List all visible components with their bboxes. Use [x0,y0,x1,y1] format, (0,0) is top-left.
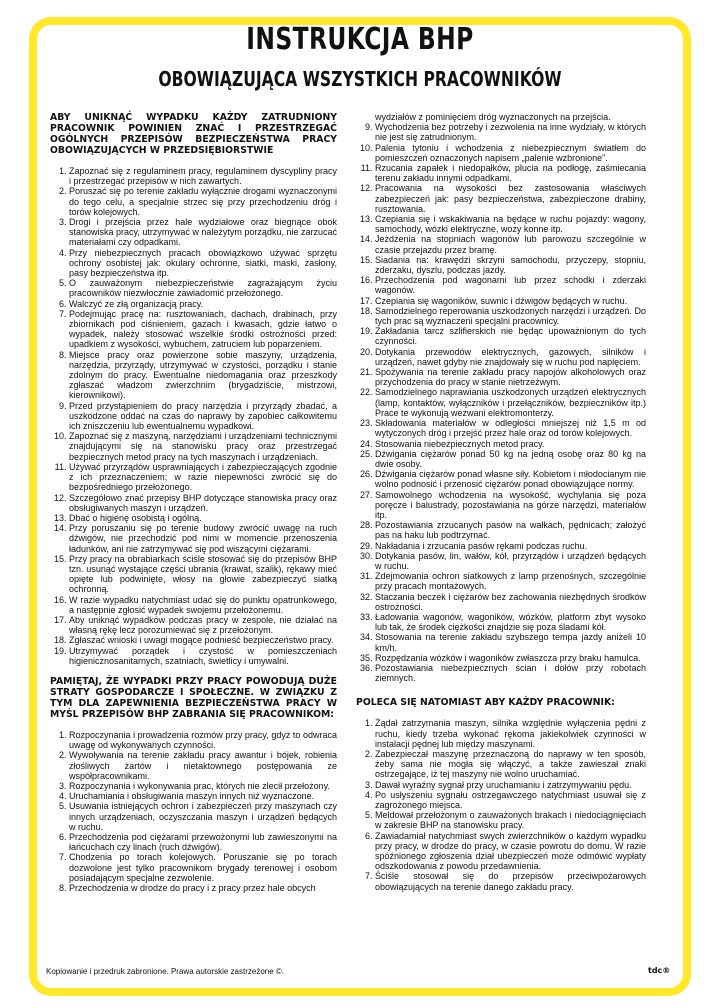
list-item: 13. Czepiania się i wskakiwania na będące w ruchu pojazdy: wagony, samochody, wózki elektryczne, wozy konne itp. [375,214,646,234]
list-item: 19. Zakładania tarcz szlifierskich nie będąc upoważnionym do tych czynności. [375,326,646,346]
list-item: 28. Pozostawiania zrzucanych pasów na wałkach, pędnicach; założyć pas na haku lub podtrzymać. [375,520,646,540]
section2-list-left [50,730,337,893]
list-item: 3. Drogi i przejścia przez hale wydziałowe oraz biegnące obok stanowiska pracy, utrzymywać w należytym porządku, nie zarzucać materiałami czy odpadkami. [69,217,337,248]
section2-heading: PAMIĘTAJ, ŻE WYPADKI PRZY PRACY POWODUJĄ DUŻE STRATY GOSPODARCZE I SPOŁECZNE. W ZWIĄZKU Z TYM DLA ZAPEWNIENIA BEZPIECZEŃSTWA PRACY W MYŚL PRZEPISÓW BHP ZABRANIA SIĘ PRACOWNIKOM: [50,675,337,720]
tdc-logo: tdc® [648,966,671,975]
list-item: 7. Chodzenia po torach kolejowych. Poruszanie się po torach dozwolone jest tylko pracownikom brygady terenowej i osobom posiadającym specjalne zezwolenie. [69,852,337,883]
list-item: 33. Ładowania wagonów, wagoników, wózków, platform zbyt wysoko lub tak, że środek ciężkości znajdzie się poza śladami kół. [375,612,646,632]
list-item: 10. Zapoznać się z maszyną, narzędziami i urządzeniami technicznymi znajdującymi się na stanowisku pracy oraz przestrzegać bezpiecznych metod pracy na tych maszynach i urządzeniach. [69,431,337,462]
list-item: 22. Samodzielnego naprawiania uszkodzonych urządzeń elektrycznych (lamp, kontaktów, wyłączników i przełączników, bezpieczników itp.) Prace te wykonują wezwani elektromonterzy. [375,387,646,418]
list-item: 19. Utrzymywać porządek i czystość w pomieszczeniach higienicznosanitarnych, szatniach, świetlicy i umywalni. [69,646,337,666]
list-item: 5. Meldował przełożonym o zauważonych brakach i niedociągnięciach w zakresie BHP na stanowisku pracy. [375,810,646,830]
list-item: 5. Usuwania istniejących ochron i zabezpieczeń przy maszynach czy innych urządzeniach, oczyszczania maszyn i urządzeń będących w ruchu. [69,801,337,832]
list-item: 32. Staczania beczek i ciężarów bez zachowania niezbędnych środków ostrożności. [375,592,646,612]
list-item: 14. Przy poruszaniu się po terenie budowy zwrócić uwagę na ruch dźwigów, nie przechodzić pod nimi w momencie przenoszenia ładunków, ani nie zatrzymywać się pod wiszącymi ciężarami. [69,523,337,554]
list-item: 12. Pracowania na wysokości bez zastosowania właściwych zabezpieczeń jak: pasy bezpieczeństwa, zabezpieczone drabiny, rusztowania. [375,183,646,214]
list-item: 9. Wychodzenia bez potrzeby i zezwolenia na inne wydziały, w których nie jest się zatrudnionym. [375,122,646,142]
section1-list [50,166,337,666]
list-item: 3. Rozpoczynania i wykonywania prac, których nie zlecił przełożony. [69,781,337,791]
section1-heading: ABY UNIKNĄĆ WYPADKU KAŻDY ZATRUDNIONY PRACOWNIK POWINIEN ZNAĆ I PRZESTRZEGAĆ OGÓLNYCH PRZEPISÓW BEZPIECZEŃSTWA PRACY OBOWIĄZUJĄCYCH W PRZEDSIĘBIORSTWIE [50,112,337,156]
page-subtitle: OBOWIĄZUJĄCA WSZYSTKICH PRACOWNIKÓW [158,67,562,91]
section2-item8-continuation: wydziałów z pominięciem dróg wyznaczonych na przejścia. [375,112,611,122]
left-column [50,112,337,903]
list-item: 17. Aby uniknąć wypadków podczas pracy w zespole, nie działać na własną rękę lecz porozumiewać się z przełożonym. [69,615,337,635]
list-item: 29. Nakładania i zrzucania pasów rękami podczas ruchu. [375,541,646,551]
list-item: 3. Dawał wyraźny sygnał przy uruchamianiu i zatrzymywaniu pędu. [375,780,646,790]
list-item: 6. Przechodzenia pod ciężarami przewożonymi lub zawieszonymi na łańcuchach czy linach (ruch dźwigów). [69,832,337,852]
right-column [356,112,646,902]
list-item: 18. Samodzielnego reperowania uszkodzonych narzędzi i urządzeń. Do tych prac są wyznaczeni specjalni pracownicy. [375,306,646,326]
list-item: 17. Czepiania się wagoników, suwnic i dźwigów będących w ruchu. [375,296,646,306]
list-item: 4. Po usłyszeniu sygnału ostrzegawczego natychmiast usuwał się z zagrożonego miejsca. [375,790,646,810]
list-item: 8. Miejsce pracy oraz powierzone sobie maszyny, urządzenia, narzędzia, przyrządy, utrzymywać w czystości, porządku i stanie zdolnym do pracy. Ewentualne niedomagania oraz przeszkody zgłaszać władzom zwierzchnim (brygadziście, mistrzowi, kierownikowi). [69,350,337,401]
list-item: 18. Zgłaszać wnioski i uwagi mogące podnieść bezpieczeństwo pracy. [69,635,337,645]
list-item: 1. Rozpoczynania i prowadzenia rozmów przy pracy, gdyż to odwraca uwagę od wykonywanych czynności. [69,730,337,750]
list-item: 4. Przy niebezpiecznych pracach obowiązkowo używać sprzętu ochrony osobistej jak: okulary ochronne, siatki, maski, zasłony, pasy bezpieczeństwa itp. [69,248,337,279]
list-item: 6. Walczyć ze złą organizacją pracy. [69,299,337,309]
list-item: 8. Przechodzenia w drodze do pracy i z pracy przez hale obcych [69,883,337,893]
list-item: 2. Wywoływania na terenie zakładu pracy awantur i bójek, robienia złośliwych żartów i nietaktownego postępowania ze współpracownikami. [69,750,337,781]
list-item: 2. Poruszać się po terenie zakładu wyłącznie drogami wyznaczonymi do tego celu, a specjalnie strzec się przy przechodzeniu dróg i torów kolejowych. [69,186,337,217]
list-item: 24. Stosowania niebezpiecznych metod pracy. [375,439,646,449]
list-item: 15. Siadania na: krawędzi skrzyni samochodu, przyczepy, stopniu, zderzaku, dyszlu, podczas jazdy. [375,255,646,275]
list-item: 9. Przed przystąpieniem do pracy narzędzia i przyrządy zbadać, a uszkodzone oddać na czas do naprawy by zapobiec całkowitemu ich zniszczeniu lub ewentualnemu wypadkowi. [69,401,337,432]
list-item: 11. Używać przyrządów usprawniających i zabezpieczających zgodnie z ich przeznaczeniem; w razie niepewności zwrócić się do bezpośredniego przełożonego. [69,462,337,493]
list-item: 30. Dotykania pasów, lin, wałów, kół, przyrządów i urządzeń będących w ruchu. [375,551,646,571]
list-item: 34. Stosowania na terenie zakładu szybszego tempa jazdy aniżeli 10 km/h. [375,632,646,652]
list-item: 7. Ściśle stosował się do przepisów przeciwpożarowych obowiązujących na terenie danego zakładu pracy. [375,871,646,891]
list-item: 15. Przy pracy na obrabiarkach ściśle stosować się do przepisów BHP tzn. usunąć wystające części ubrania (krawat, szalik), rękawy mieć opięte lub podwinięte, włosy na głowie zabezpieczyć siatką ochronną. [69,554,337,595]
section2-list-right [356,122,646,683]
list-item: 14. Jeżdżenia na stopniach wagonów lub parowozu szczególnie w czasie przejazdu przez bramę. [375,234,646,254]
list-item: 5. O zauważonym niebezpieczeństwie zagrażającym życiu pracowników niezwłocznie zawiadomić przełożonego. [69,278,337,298]
copyright-note: Kopiowanie i przedruk zabronione. Prawa autorskie zastrzeżone ©. [46,967,285,976]
list-item: 1. Żądał zatrzymania maszyn, silnika względnie wyłączenia pędni z ruchu, kiedy trzeba wykonać rękoma jakiekolwiek czynności w instalacji pędnej lub między maszynami. [375,718,646,749]
list-item: 31. Zdejmowania ochron siatkowych z lamp przenośnych, szczególnie przy pracach montażowych. [375,571,646,591]
list-item: 1. Zapoznać się z regulaminem pracy, regulaminem dyscypliny pracy i przestrzegać przepisów w nich zawartych. [69,166,337,186]
list-item: 26. Dźwigania ciężarów ponad własne siły. Kobietom i młodocianym nie wolno podnosić i przenosić ciężarów ponad obowiązujące normy. [375,469,646,489]
list-item: 16. Przechodzenia pod wagonami lub przez schodki i zderzaki wagonów. [375,275,646,295]
list-item: 20. Dotykania przewodów elektrycznych, gazowych, silników i urządzeń, nawet gdyby nie znajdowały się w ruchu pod napięciem. [375,347,646,367]
list-item: 36. Pozostawiania niebezpiecznych ścian i dołów przy robotach ziemnych. [375,663,646,683]
list-item: 13. Dbać o higienę osobistą i ogólną. [69,513,337,523]
list-item: 35. Rozpędzania wózków i wagoników zwłaszcza przy braku hamulca. [375,653,646,663]
list-item: 6. Zawiadamiał natychmiast swych zwierzchników o każdym wypadku przy pracy, w drodze do pracy, w czasie powrotu do domu. W razie spóźnionego zgłoszenia dział ubezpieczeń może odmówić wypłaty odszkodowania z powodu przedawnienia. [375,831,646,872]
list-item: 23. Składowania materiałów w odległości mniejszej niż 1,5 m od wytyczonych dróg i przejść przez hale oraz od torów kolejowych. [375,418,646,438]
section3-heading: POLECA SIĘ NATOMIAST ABY KAŻDY PRACOWNIK: [356,697,615,709]
list-item: 4. Uruchamiania i obsługiwania maszyn innych niż wyznaczone. [69,791,337,801]
list-item: 25. Dźwigania ciężarów ponad 50 kg na jedną osobę oraz 80 kg na dwie osoby. [375,449,646,469]
list-item: 21. Spożywania na terenie zakładu pracy napojów alkoholowych oraz przychodzenia do pracy w stanie nietrzeźwym. [375,367,646,387]
list-item: 10. Palenia tytoniu i wchodzenia z niebezpiecznym światłem do pomieszczeń oznaczonych napisem „palenie wzbronione”. [375,143,646,163]
list-item: 11. Rzucania zapałek i niedopałków, plucia na podłogę, zaśmiecania terenu zakładu innymi odpadkami. [375,163,646,183]
list-item: 27. Samowolnego wchodzenia na wysokość, wychylania się poza poręcze i balustrady, pozostawiania na górze narzędzi, materiałów itp. [375,490,646,521]
list-item: 7. Podejmując pracę na: rusztowaniach, dachach, drabinach, przy zbiornikach pod ciśnieniem, gazach i kwasach, gdzie łatwo o wypadek, należy stosować wszelkie środki ostrożności przed: upadkiem z wysokości, wybuchem, zatruciem lub poparzeniem. [69,309,337,350]
section3-list [356,718,646,891]
page-title: INSTRUKCJA BHP [246,22,474,57]
list-item: 2. Zabezpieczał maszynę przeznaczoną do naprawy w ten sposób, żeby sama nie mogła się włączyć, a także zawieszał znaki ostrzegające, iż tej maszyny nie wolno uruchamiać. [375,749,646,780]
list-item: 12. Szczegółowo znać przepisy BHP dotyczące stanowiska pracy oraz obsługiwanych maszyn i urządzeń. [69,493,337,513]
list-item: 16. W razie wypadku natychmiast udać się do punktu opatrunkowego, a następnie zgłosić wypadek swojemu przełożonemu. [69,595,337,615]
